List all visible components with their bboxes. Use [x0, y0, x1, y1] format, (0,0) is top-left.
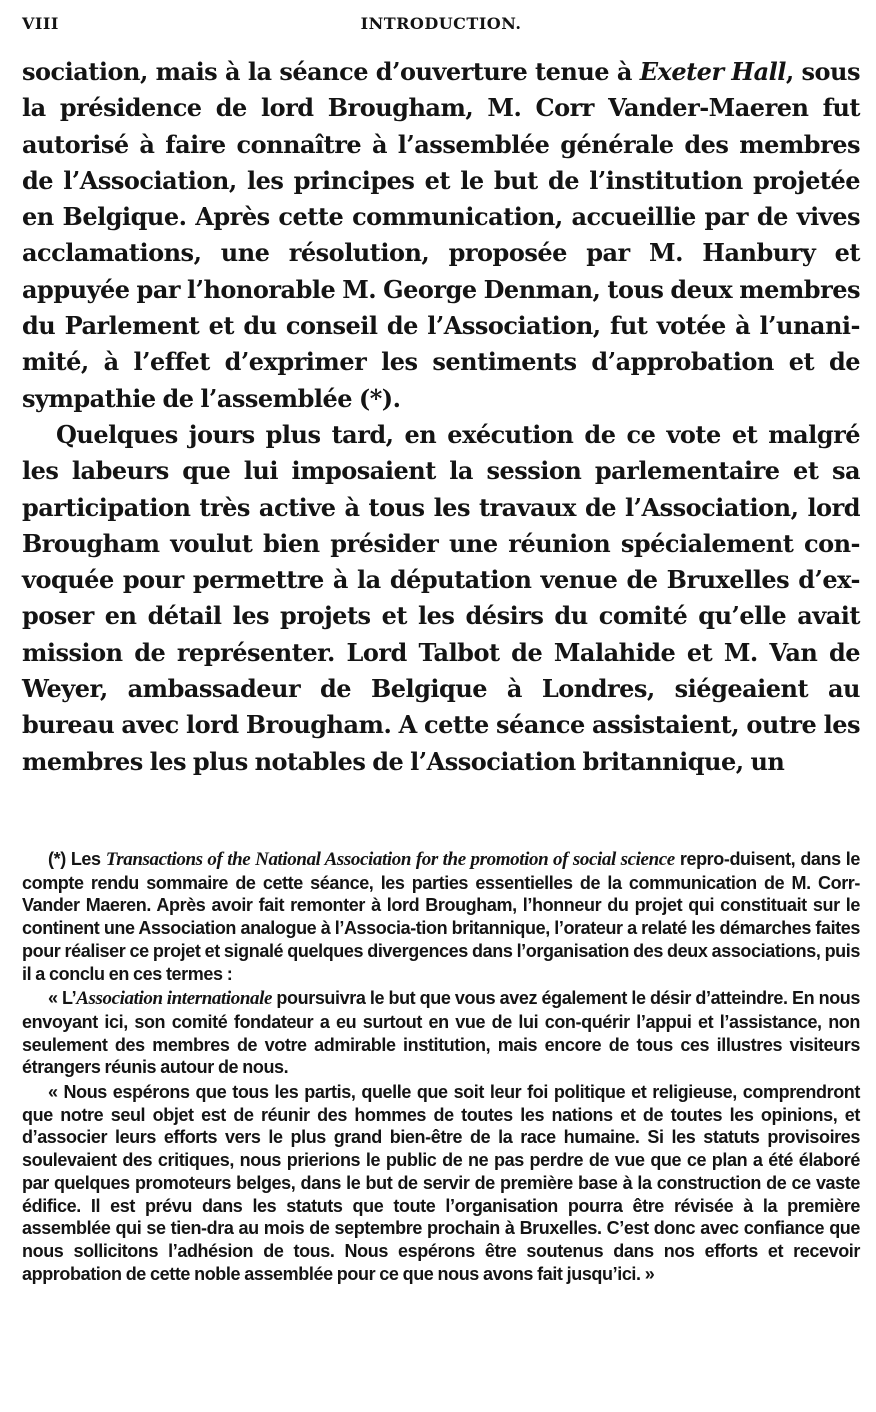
quote-1-open: « L’	[48, 988, 77, 1009]
page-number: VIII	[22, 14, 59, 33]
association-internationale: Association internationale	[76, 988, 273, 1010]
transactions-title: Transactions of the National Association for the promotion of social science	[105, 849, 675, 870]
footnote-marker: (*) Les	[48, 849, 106, 869]
main-text	[22, 54, 860, 780]
footnote-quote-1	[22, 987, 860, 1079]
footnote-intro	[22, 848, 860, 985]
running-title: INTRODUCTION.	[360, 14, 522, 33]
footnote-quote-2: « Nous espérons que tous les partis, quelle que soit leur foi politique et religieuse, comprendront que notre seul objet est de réunir des hommes de toutes les nations et de toutes les opinions, et d’associer leurs efforts vers le plus grand bien-être de la race humaine. Si les statuts provisoires soulevaient des critiques, nous prierions le public de ne pas perdre de vue que ce plan a été élaboré par quelques promoteurs belges, dans le but de servir de première base à la construction de ce vaste édifice. Il est prévu dans les statuts que toute l’organisation pourra être révisée à la première assemblée qui se tien-dra au mois de septembre prochain à Bruxelles. C’est donc avec confiance que nous sollicitons l’adhésion de tous. Nous espérons être soutenus dans nos efforts et recevoir approbation de cette noble assemblée pour ce que nous avons fait jusqu’ici. »	[22, 1082, 860, 1284]
paragraph-1-part-2: , sous la présidence de lord Brougham, M. Corr Vander-Maeren fut autorisé à faire connaître à l’assemblée générale des membres de l’Association, les principes et le but de l’institution projetée en Belgique. Après cette communication, accueillie par de vives acclamations, une résolution, proposée par M. Hanbury et appuyée par l’honorable M. George Denman, tous deux membres du Parlement et du conseil de l’Association, fut votée à l’unani-mité, à l’effet d’exprimer les sentiments d’approbation et de sympathie de l’assemblée (*).	[22, 57, 861, 413]
paragraph-1	[22, 54, 860, 417]
running-head	[22, 14, 860, 38]
footnote-intro-text: repro-duisent, dans le compte rendu sommaire de cette séance, les parties essentielles de la communication de M. Corr-Vander Maeren. Après avoir fait remonter à lord Brougham, l’honneur du projet qui constituait sur le continent une Association analogue à l’Associa-tion britannique, l’orateur a relaté les démarches faites pour réaliser ce projet et signalé quelques divergences dans l’organisation des deux associations, puis il a conclu en ces termes :	[22, 849, 860, 984]
footnote-separator	[22, 800, 860, 840]
exeter-hall: Exeter Hall	[639, 57, 786, 86]
paragraph-2: Quelques jours plus tard, en exécution de ce vote et malgré les labeurs que lui imposaient la session parlementaire et sa participation très active à tous les travaux de l’Association, lord Brougham voulut bien présider une réunion spécialement con-voquée pour permettre à la députation venue de Bruxelles d’ex-poser en détail les projets et les désirs du comité qu’elle avait mission de représenter. Lord Talbot de Malahide et M. Van de Weyer, ambassadeur de Belgique à Londres, siégeaient au bureau avec lord Brougham. A cette séance assistaient, outre les membres les plus notables de l’Association britannique, un	[22, 419, 860, 776]
footnote	[22, 848, 860, 1287]
paragraph-1-part-1: sociation, mais à la séance d’ouverture tenue à	[22, 57, 640, 86]
quote-1-text: poursuivra le but que vous avez également le désir d’atteindre. En nous envoyant ici, son comité fondateur a eu surtout en vue de lui con-quérir l’appui et l’assistance, non seulement des membres de votre admirable institution, mais encore de tous ces illustres visiteurs étrangers réunis autour de nous.	[22, 988, 860, 1078]
book-page	[22, 0, 860, 1412]
